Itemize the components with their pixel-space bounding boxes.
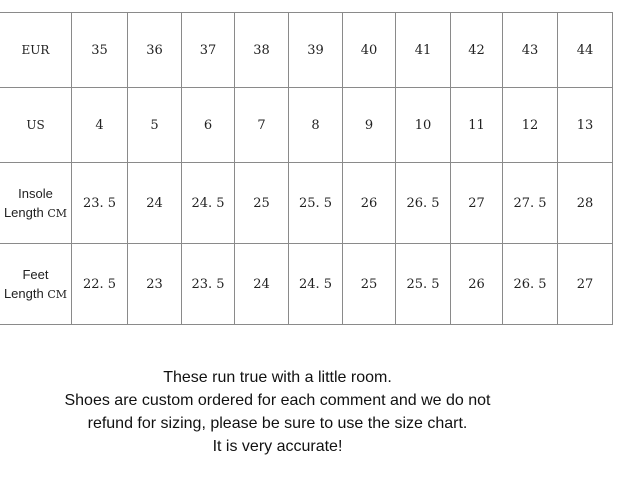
table-cell: 43 [503, 13, 558, 88]
us-row-header [0, 88, 72, 163]
table-cell: 40 [343, 13, 396, 88]
table-cell: 25 [343, 244, 396, 325]
length-label: Length [3, 204, 44, 220]
table-cell: 22. 5 [72, 244, 128, 325]
sizing-notes [0, 366, 555, 458]
unit-label: CM [47, 287, 68, 301]
table-cell: 6 [182, 88, 235, 163]
feet-length-row [0, 244, 613, 325]
table-cell: 41 [396, 13, 451, 88]
table-cell: 27 [558, 244, 613, 325]
table-cell: 44 [558, 13, 613, 88]
table-cell: 9 [343, 88, 396, 163]
insole-length-row-header [0, 163, 72, 244]
table-cell: 5 [128, 88, 182, 163]
note-line: refund for sizing, please be sure to use the size chart. [87, 415, 468, 432]
table-cell: 23. 5 [72, 163, 128, 244]
note-line: These run true with a little room. [163, 369, 392, 386]
table-cell: 28 [558, 163, 613, 244]
unit-label: CM [47, 206, 68, 220]
table-cell: 8 [289, 88, 343, 163]
table-cell: 24 [235, 244, 289, 325]
eur-size-row [0, 13, 613, 88]
feet-label: Feet [22, 266, 49, 282]
table-cell: 26. 5 [503, 244, 558, 325]
note-line: Shoes are custom ordered for each comment and we do not [64, 392, 491, 409]
table-cell: 36 [128, 13, 182, 88]
us-size-row [0, 88, 613, 163]
table-cell: 12 [503, 88, 558, 163]
table-cell: 42 [451, 13, 503, 88]
table-cell: 37 [182, 13, 235, 88]
table-cell: 26 [451, 244, 503, 325]
table-cell: 27. 5 [503, 163, 558, 244]
insole-label: Insole [18, 185, 53, 201]
length-label: Length [3, 285, 44, 301]
us-label: US [26, 117, 45, 132]
table-cell: 26 [343, 163, 396, 244]
note-line: It is very accurate! [212, 438, 343, 455]
size-chart-table [0, 12, 613, 325]
insole-length-row [0, 163, 613, 244]
table-cell: 24. 5 [182, 163, 235, 244]
table-cell: 4 [72, 88, 128, 163]
feet-length-row-header [0, 244, 72, 325]
table-cell: 25 [235, 163, 289, 244]
table-cell: 10 [396, 88, 451, 163]
eur-label: EUR [21, 42, 50, 57]
table-cell: 38 [235, 13, 289, 88]
table-cell: 11 [451, 88, 503, 163]
table-cell: 25. 5 [289, 163, 343, 244]
table-cell: 23 [128, 244, 182, 325]
table-cell: 23. 5 [182, 244, 235, 325]
table-cell: 39 [289, 13, 343, 88]
eur-row-header [0, 13, 72, 88]
table-cell: 26. 5 [396, 163, 451, 244]
table-cell: 35 [72, 13, 128, 88]
table-cell: 24. 5 [289, 244, 343, 325]
table-cell: 27 [451, 163, 503, 244]
table-cell: 24 [128, 163, 182, 244]
table-cell: 13 [558, 88, 613, 163]
table-cell: 7 [235, 88, 289, 163]
table-cell: 25. 5 [396, 244, 451, 325]
